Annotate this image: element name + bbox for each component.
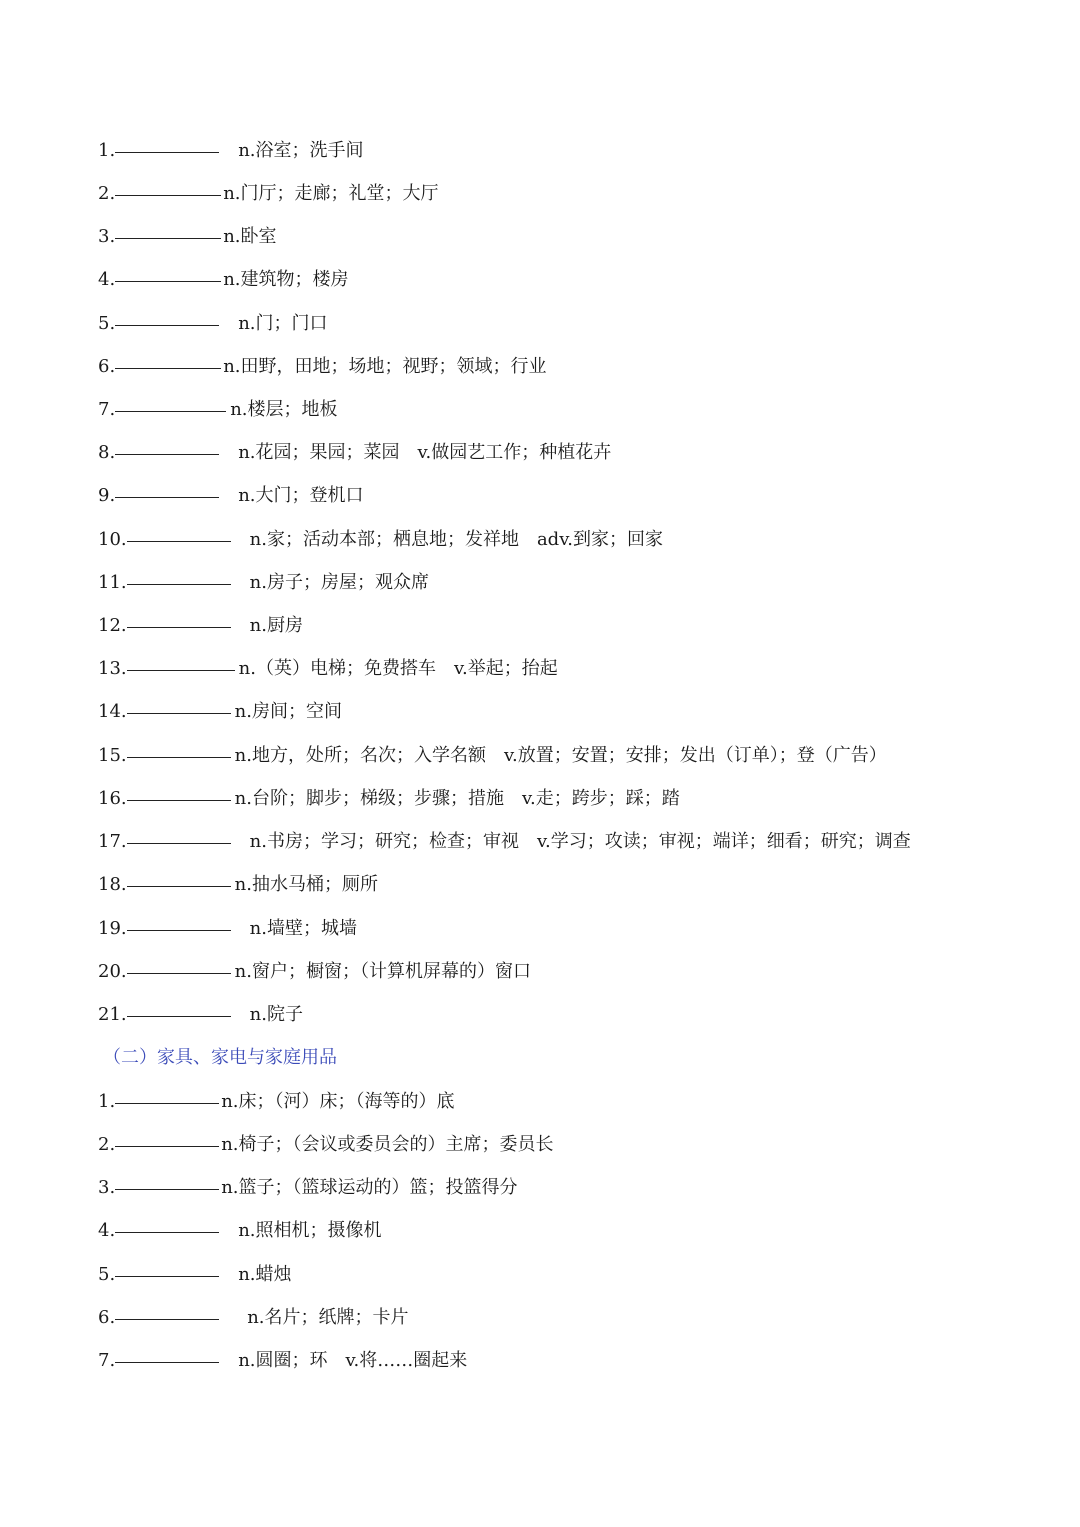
vocab-row (98, 697, 342, 727)
item-number: 14. (98, 701, 127, 722)
item-number: 1. (98, 1091, 116, 1112)
vocab-row (98, 1303, 409, 1333)
vocab-row (98, 1000, 303, 1030)
item-number: 4. (98, 269, 116, 290)
vocab-row (98, 1087, 455, 1117)
answer-blank[interactable] (127, 886, 231, 887)
vocab-row (98, 1130, 554, 1160)
answer-blank[interactable] (115, 1146, 219, 1147)
answer-blank[interactable] (115, 1189, 219, 1190)
answer-blank[interactable] (115, 281, 221, 282)
vocab-row (98, 309, 328, 339)
item-definition: n.卧室 (223, 226, 277, 247)
answer-blank[interactable] (127, 1016, 231, 1017)
vocab-row (98, 1216, 382, 1246)
answer-blank[interactable] (115, 1362, 219, 1363)
answer-blank[interactable] (127, 757, 231, 758)
item-definition: n.名片；纸牌；卡片 (247, 1307, 409, 1328)
item-definition: n.床；（河）床；（海等的）底 (221, 1091, 455, 1112)
item-number: 19. (98, 918, 127, 939)
item-number: 7. (98, 399, 116, 420)
item-number: 6. (98, 356, 116, 377)
answer-blank[interactable] (127, 843, 231, 844)
item-definition: n.书房；学习；研究；检查；审视 v.学习；攻读；审视；端详；细看；研究；调查 (249, 831, 911, 852)
answer-blank[interactable] (127, 541, 231, 542)
vocab-row (98, 784, 680, 814)
answer-blank[interactable] (115, 411, 226, 412)
item-definition: n.田野，田地；场地；视野；领域；行业 (223, 356, 547, 377)
item-definition: n.花园；果园；菜园 v.做园艺工作；种植花卉 (238, 442, 612, 463)
item-number: 3. (98, 1177, 116, 1198)
item-number: 13. (98, 658, 127, 679)
vocab-row (98, 741, 887, 771)
section-heading: （二）家具、家电与家庭用品 (103, 1047, 337, 1068)
item-definition: n.圆圈；环 v.将……圈起来 (238, 1350, 468, 1371)
item-number: 12. (98, 615, 127, 636)
item-definition: n.篮子；（篮球运动的）篮；投篮得分 (221, 1177, 518, 1198)
vocab-row (98, 395, 338, 425)
item-definition: n.（英）电梯；免费搭车 v.举起；抬起 (238, 658, 558, 679)
item-definition: n.建筑物；楼房 (223, 269, 349, 290)
vocab-row (98, 568, 429, 598)
item-definition: n.地方，处所；名次；入学名额 v.放置；安置；安排；发出（订单）；登（广告） (234, 745, 887, 766)
item-definition: n.厨房 (249, 615, 303, 636)
item-definition: n.照相机；摄像机 (238, 1220, 382, 1241)
item-definition: n.大门；登机口 (238, 485, 364, 506)
vocab-row (98, 352, 547, 382)
answer-blank[interactable] (115, 152, 219, 153)
item-definition: n.抽水马桶；厕所 (234, 874, 378, 895)
vocab-row (98, 914, 357, 944)
item-definition: n.房子；房屋；观众席 (249, 572, 429, 593)
vocab-row (98, 870, 378, 900)
item-definition: n.楼层；地板 (230, 399, 338, 420)
answer-blank[interactable] (127, 800, 231, 801)
vocab-row (98, 481, 364, 511)
item-number: 15. (98, 745, 127, 766)
item-number: 8. (98, 442, 116, 463)
answer-blank[interactable] (115, 1276, 219, 1277)
answer-blank[interactable] (115, 325, 219, 326)
answer-blank[interactable] (115, 1103, 219, 1104)
vocab-row (98, 136, 364, 166)
item-definition: n.椅子；（会议或委员会的）主席；委员长 (221, 1134, 554, 1155)
answer-blank[interactable] (127, 670, 235, 671)
vocab-row (98, 957, 531, 987)
item-number: 7. (98, 1350, 116, 1371)
vocab-row (98, 1260, 292, 1290)
vocab-row (98, 827, 911, 857)
answer-blank[interactable] (115, 195, 221, 196)
item-number: 20. (98, 961, 127, 982)
item-number: 2. (98, 183, 116, 204)
item-number: 4. (98, 1220, 116, 1241)
answer-blank[interactable] (115, 238, 221, 239)
item-definition: n.门厅；走廊；礼堂；大厅 (223, 183, 439, 204)
item-definition: n.台阶；脚步；梯级；步骤；措施 v.走；跨步；踩；踏 (234, 788, 680, 809)
answer-blank[interactable] (115, 1232, 219, 1233)
item-definition: n.门；门口 (238, 313, 328, 334)
item-number: 11. (98, 572, 127, 593)
vocab-row (98, 438, 611, 468)
vocab-row (98, 654, 558, 684)
item-number: 10. (98, 529, 127, 550)
vocab-row (98, 1173, 518, 1203)
item-number: 21. (98, 1004, 127, 1025)
item-number: 6. (98, 1307, 116, 1328)
item-definition: n.蜡烛 (238, 1264, 292, 1285)
answer-blank[interactable] (115, 454, 219, 455)
answer-blank[interactable] (127, 973, 231, 974)
vocab-row (98, 525, 663, 555)
item-number: 16. (98, 788, 127, 809)
answer-blank[interactable] (127, 930, 231, 931)
answer-blank[interactable] (115, 1319, 219, 1320)
vocab-row (98, 611, 303, 641)
item-definition: n.房间；空间 (234, 701, 342, 722)
answer-blank[interactable] (115, 368, 221, 369)
answer-blank[interactable] (127, 584, 231, 585)
item-number: 9. (98, 485, 116, 506)
item-number: 17. (98, 831, 127, 852)
vocab-row (98, 265, 349, 295)
item-number: 18. (98, 874, 127, 895)
item-number: 3. (98, 226, 116, 247)
item-number: 2. (98, 1134, 116, 1155)
item-definition: n.浴室；洗手间 (238, 140, 364, 161)
item-definition: n.墙壁；城墙 (249, 918, 357, 939)
vocab-row (98, 179, 439, 209)
item-number: 5. (98, 1264, 116, 1285)
item-definition: n.窗户；橱窗；（计算机屏幕的）窗口 (234, 961, 531, 982)
answer-blank[interactable] (115, 497, 219, 498)
vocab-row (98, 1346, 467, 1376)
item-definition: n.家；活动本部；栖息地；发祥地 adv.到家；回家 (249, 529, 663, 550)
vocab-row (98, 222, 277, 252)
answer-blank[interactable] (127, 627, 231, 628)
item-definition: n.院子 (249, 1004, 303, 1025)
answer-blank[interactable] (127, 713, 231, 714)
item-number: 1. (98, 140, 116, 161)
item-number: 5. (98, 313, 116, 334)
